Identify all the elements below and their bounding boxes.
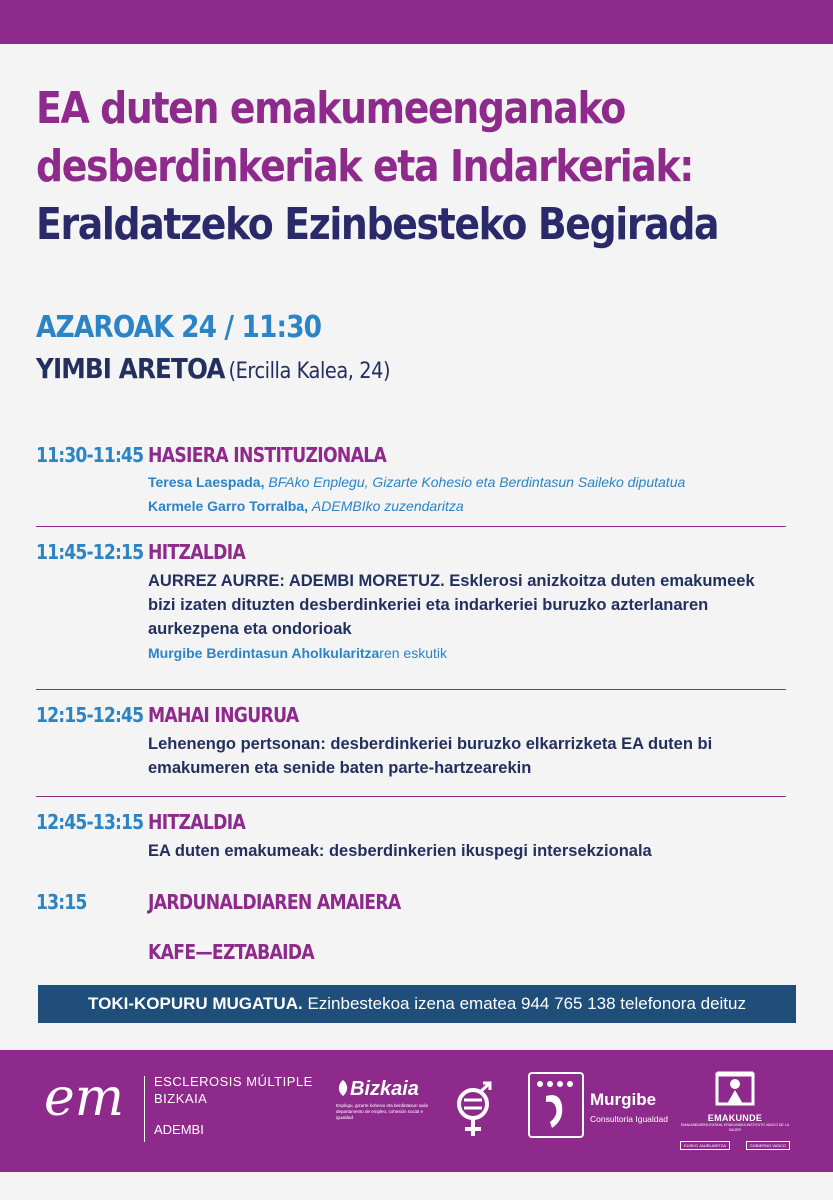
notice-text: Ezinbestekoa izena ematea 944 765 138 telefonora deituz <box>302 994 746 1013</box>
adembi-logo-text <box>154 1074 313 1137</box>
slot-time: 12:15-12:45 <box>36 703 144 727</box>
emakunde-name: EMAKUNDE <box>707 1113 763 1123</box>
government-badges <box>680 1141 790 1150</box>
logo-separator <box>144 1076 145 1142</box>
speaker-role: BFAko Enplegu, Gizarte Kohesio eta Berdintasun Saileko diputatua <box>268 474 686 490</box>
equality-symbol-icon <box>450 1080 496 1140</box>
slot-heading: KAFE—EZTABAIDA <box>148 940 315 964</box>
speaker-name: Teresa Laespada, <box>148 474 265 490</box>
slot-description: AURREZ AURRE: ADEMBI MORETUZ. Esklerosi anizkoitza duten emakumeek bizi izaten dituzten desberdinkeriei eta indarkeriei buruzko azterlanaren aurkezpena eta ondorioak <box>148 572 755 638</box>
title-line-2: desberdinkeriak eta Indarkeriak: <box>36 141 694 192</box>
sponsor-footer <box>0 1050 833 1172</box>
adembi-logo <box>44 1068 313 1137</box>
gov-badge-eu: EUSKO JAURLARITZA <box>680 1141 730 1150</box>
murgibe-subtitle: Consultoria Igualdad <box>590 1114 668 1124</box>
slot-heading: JARDUNALDIAREN AMAIERA <box>148 890 401 914</box>
slot-heading: HASIERA INSTITUZIONALA <box>148 443 387 467</box>
murgibe-figure-icon <box>530 1074 582 1136</box>
speaker <box>148 494 786 518</box>
speaker-role: ADEMBIko zuzendaritza <box>311 498 464 514</box>
bizkaia-name-text: Bizkaia <box>350 1078 419 1100</box>
bizkaia-logo <box>336 1078 436 1121</box>
credit-rest: ren eskutik <box>379 645 447 661</box>
bizkaia-subtitle: Enplegu, gizarte kohesio eta berdintasun saila departamento de empleo, cohesión social e igualdad <box>336 1103 429 1120</box>
bizkaia-name <box>336 1078 436 1101</box>
venue-address: (Ercilla Kalea, 24) <box>228 359 391 384</box>
slot-time: 13:15 <box>36 890 87 914</box>
slot-credit <box>148 641 786 665</box>
venue-name: YIMBI ARETOA <box>36 352 225 385</box>
gov-badge-es: GOBIERNO VASCO <box>746 1141 790 1150</box>
murgibe-name: Murgibe <box>590 1090 657 1109</box>
top-bar <box>0 0 833 44</box>
slot-time: 11:30-11:45 <box>36 443 144 467</box>
event-location <box>36 352 390 385</box>
agenda-slot <box>36 887 786 937</box>
speaker-name: Karmele Garro Torralba, <box>148 498 309 514</box>
emakunde-emblem-icon <box>715 1070 755 1106</box>
adembi-line-1: ESCLEROSIS MÚLTIPLE <box>154 1074 313 1089</box>
emakunde-subtitle: EMAKUMEAREN EUSKAL ERAKUNDEA INSTITUTO VASCO DE LA MUJER <box>680 1123 790 1132</box>
event-date-time: AZAROAK 24 / 11:30 <box>36 310 322 345</box>
equality-symbol-logo <box>450 1080 496 1145</box>
emakunde-logo <box>680 1070 790 1150</box>
slot-heading: MAHAI INGURUA <box>148 703 299 727</box>
slot-time: 12:45-13:15 <box>36 810 144 834</box>
em-logo-mark: em <box>44 1068 125 1128</box>
divider <box>36 796 786 797</box>
notice-bold: TOKI-KOPURU MUGATUA. <box>88 994 303 1013</box>
bizkaia-leaf-icon <box>336 1079 350 1097</box>
agenda-slot <box>36 807 786 879</box>
adembi-line-2: BIZKAIA <box>154 1091 208 1106</box>
murgibe-emblem <box>528 1072 584 1138</box>
agenda <box>36 440 786 977</box>
credit-org: Murgibe Berdintasun Aholkularitza <box>148 645 380 661</box>
registration-notice <box>38 985 796 1023</box>
speaker <box>148 470 786 494</box>
divider <box>36 689 786 690</box>
agenda-slot <box>36 700 786 796</box>
agenda-slot <box>36 537 786 689</box>
title-line-3: Eraldatzeko Ezinbesteko Begirada <box>36 199 719 250</box>
slot-description: EA duten emakumeak: desberdinkerien ikuspegi intersekzionala <box>148 842 652 860</box>
adembi-line-3: ADEMBI <box>154 1122 204 1137</box>
slot-heading: HITZALDIA <box>148 810 246 834</box>
slot-description: Lehenengo pertsonan: desberdinkeriei buruzko elkarrizketa EA duten bi emakumeren eta senide baten parte-hartzearekin <box>148 735 713 777</box>
divider <box>36 526 786 527</box>
slot-time: 11:45-12:15 <box>36 540 144 564</box>
agenda-slot <box>36 937 786 977</box>
poster-title <box>36 80 816 254</box>
title-line-1: EA duten emakumeenganako <box>36 83 625 134</box>
agenda-slot <box>36 440 786 526</box>
slot-heading: HITZALDIA <box>148 540 246 564</box>
